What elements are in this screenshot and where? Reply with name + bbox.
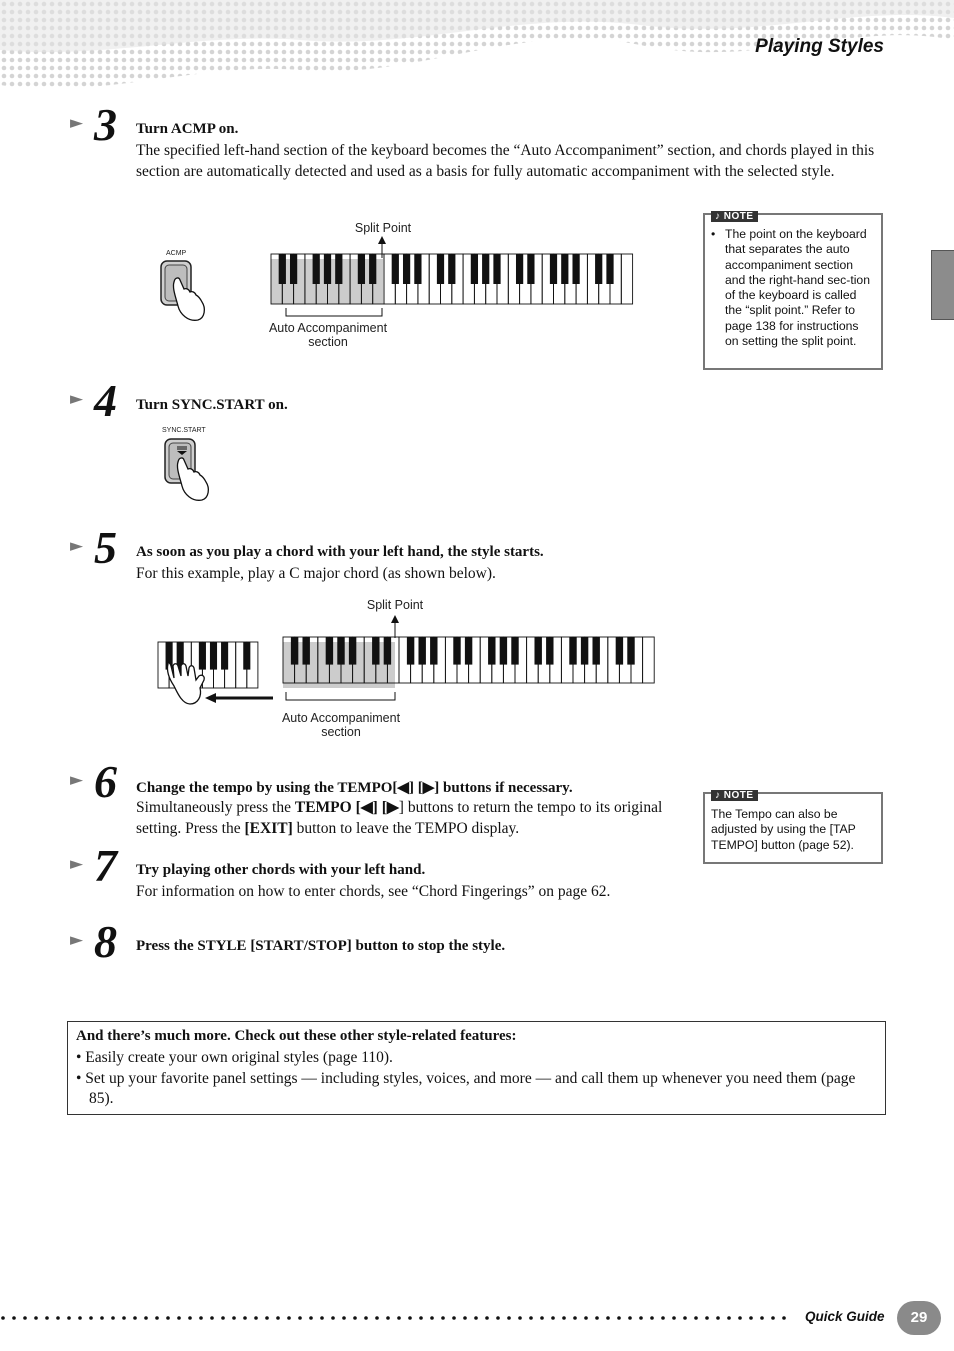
step-body-text: button to leave the TEMPO display. bbox=[292, 819, 520, 837]
acmp-button-label: ACMP bbox=[166, 250, 187, 257]
step-heading: Try playing other chords with your left hand. bbox=[136, 862, 426, 878]
list-item: • Set up your favorite panel settings — including styles, voices, and more — and call them up whenever you need them (page 85). bbox=[76, 1069, 856, 1107]
side-tab-marker bbox=[931, 250, 954, 320]
note-text: The point on the keyboard that separates the auto accompaniment section and the right-hand sec-tion of the keyboard is called the “split point.” Refer to page 138 for instructions on setting the split point. bbox=[725, 227, 870, 349]
step-arrow-icon: ► bbox=[70, 536, 84, 556]
note-bullet: • bbox=[711, 227, 716, 241]
step-arrow-icon: ► bbox=[70, 113, 84, 133]
note-text: The Tempo can also be adjusted by using the [TAP TEMPO] button (page 52). bbox=[711, 807, 856, 852]
acmp-button-press-icon bbox=[158, 258, 208, 328]
footer-section-label: Quick Guide bbox=[805, 1309, 885, 1324]
sync-start-button-press-icon bbox=[162, 436, 212, 508]
note-badge bbox=[711, 208, 758, 224]
auto-accompaniment-label-line1: Auto Accompaniment bbox=[281, 711, 401, 725]
step-arrow-icon: ► bbox=[70, 930, 84, 950]
auto-accompaniment-label-line1: Auto Accompaniment bbox=[268, 321, 388, 335]
note-box bbox=[703, 792, 883, 864]
auto-accompaniment-label-line2: section bbox=[308, 335, 348, 349]
auto-accompaniment-label-line2: section bbox=[321, 725, 361, 739]
note-box bbox=[703, 213, 883, 370]
footer-dot-line bbox=[0, 1313, 795, 1323]
step-number: 5 bbox=[94, 522, 117, 573]
step-body: For this example, play a C major chord (as shown below). bbox=[136, 565, 496, 582]
more-features-box bbox=[67, 1021, 886, 1115]
note-badge-text: NOTE bbox=[723, 790, 754, 801]
step-body bbox=[136, 798, 676, 839]
step-number: 3 bbox=[94, 99, 117, 150]
split-point-label: Split Point bbox=[366, 598, 424, 612]
step-arrow-icon: ► bbox=[70, 770, 84, 790]
step-number: 6 bbox=[94, 756, 117, 807]
triangle-left-icon: ◀ bbox=[397, 780, 409, 796]
step-heading-text: Change the tempo by using the TEMPO[ bbox=[136, 780, 398, 796]
split-point-label: Split Point bbox=[354, 221, 412, 235]
step-arrow-icon: ► bbox=[70, 854, 84, 874]
keyboard-split-diagram-2 bbox=[150, 610, 660, 720]
more-features-list bbox=[76, 1048, 876, 1110]
step-number: 4 bbox=[94, 375, 117, 426]
music-note-icon: ♪ bbox=[715, 211, 721, 222]
exit-button-ref: [EXIT] bbox=[244, 819, 293, 837]
step-body-text: ] [ bbox=[372, 799, 387, 816]
step-number: 8 bbox=[94, 916, 117, 967]
step-body: The specified left-hand section of the keyboard becomes the “Auto Accompaniment” section, and chords played in this section are automatically detected and used as a basis for fully automatic accompaniment with the selected style. bbox=[136, 142, 875, 180]
step-body: For information on how to enter chords, see “Chord Fingerings” on page 62. bbox=[136, 883, 611, 900]
sync-start-button-label: SYNC.START bbox=[162, 427, 206, 434]
note-badge-label bbox=[711, 211, 758, 222]
step-number: 7 bbox=[94, 840, 117, 891]
more-features-title: And there’s much more. Check out these other style-related features: bbox=[76, 1028, 517, 1044]
step-heading: Turn SYNC.START on. bbox=[136, 397, 288, 413]
step-body-text: ] buttons to return the tempo to its original setting. Press the bbox=[136, 799, 663, 837]
step-heading: Turn ACMP on. bbox=[136, 121, 239, 137]
step-heading: Press the STYLE [START/STOP] button to stop the style. bbox=[136, 938, 506, 954]
step-heading: As soon as you play a chord with your left hand, the style starts. bbox=[136, 544, 544, 560]
auto-accompaniment-label bbox=[258, 321, 398, 349]
step-arrow-icon: ► bbox=[70, 389, 84, 409]
music-note-icon: ♪ bbox=[715, 790, 721, 801]
tempo-button-ref: TEMPO [ bbox=[294, 799, 361, 816]
list-item: • Easily create your own original styles (page 110). bbox=[76, 1049, 393, 1066]
note-badge bbox=[711, 787, 758, 803]
page-number: 29 bbox=[897, 1301, 941, 1335]
triangle-left-icon: ◀ bbox=[360, 799, 373, 816]
section-title: Playing Styles bbox=[755, 36, 884, 57]
triangle-right-icon: ▶ bbox=[422, 780, 435, 796]
note-badge-text: NOTE bbox=[723, 211, 754, 222]
step-heading bbox=[136, 778, 573, 797]
step-heading-text: ] [ bbox=[408, 780, 423, 796]
step-body-text: Simultaneously press the bbox=[136, 799, 295, 816]
hand-icon bbox=[167, 663, 204, 704]
note-badge-label bbox=[711, 790, 758, 801]
step-heading-text: ] buttons if necessary. bbox=[434, 780, 573, 796]
triangle-right-icon: ▶ bbox=[386, 799, 399, 816]
auto-accompaniment-label bbox=[271, 711, 411, 739]
